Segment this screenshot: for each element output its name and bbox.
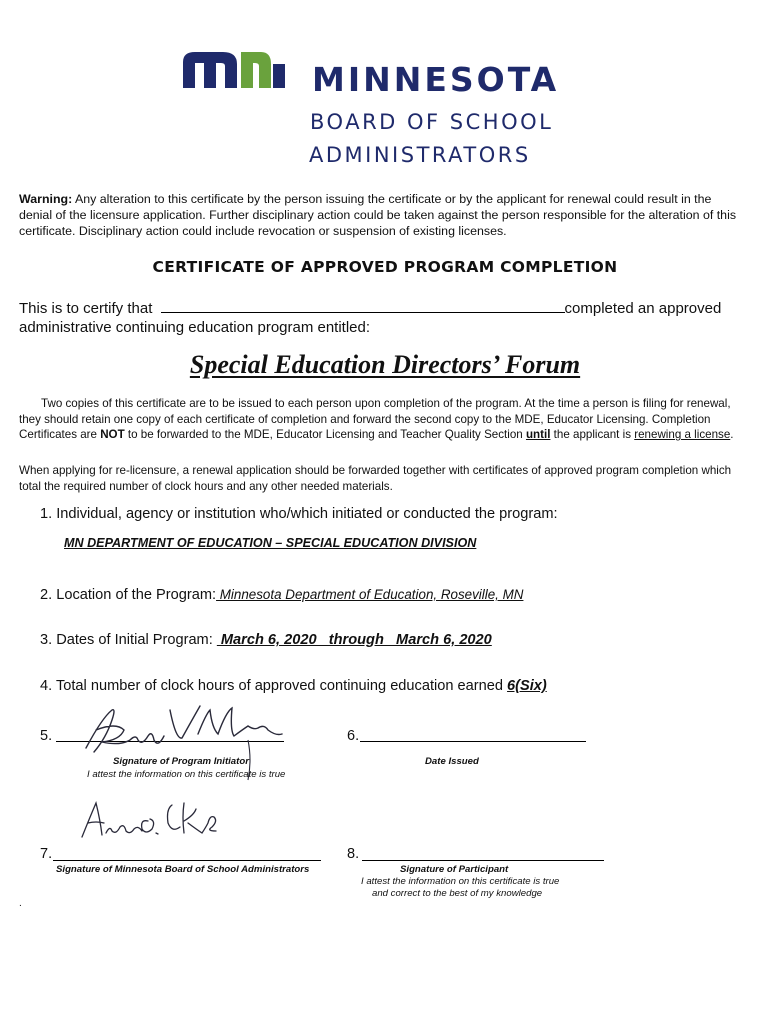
item2 [40, 587, 523, 603]
footer-mark: . [19, 898, 22, 909]
item1-value: MN DEPARTMENT OF EDUCATION – SPECIAL EDUCATION DIVISION [64, 536, 477, 550]
sig8-label: Signature of Participant [400, 864, 509, 875]
logo-administrators: ADMINISTRATORS [309, 143, 531, 167]
certify-prefix: This is to certify that [19, 300, 157, 317]
item3-value: March 6, 2020 through March 6, 2020 [216, 632, 492, 648]
certify-suffix: completed an approved [564, 300, 722, 317]
logo-minnesota: MINNESOTA [312, 60, 560, 99]
program-title-text: Special Education Directors’ Forum [189, 350, 581, 379]
certify-statement [19, 298, 759, 337]
para1-renewing: renewing a license [634, 428, 731, 442]
participant-signature-line[interactable] [362, 859, 604, 861]
sig5-sub: I attest the information on this certificate is true [87, 769, 286, 780]
item3-label: 3. Dates of Initial Program: [40, 632, 217, 648]
date-issued-line[interactable] [360, 740, 586, 742]
sig8-sub1: I attest the information on this certificate is true [361, 876, 560, 887]
sig7-label: Signature of Minnesota Board of School Administrators [56, 864, 310, 875]
sig7-line[interactable] [53, 859, 321, 861]
instructions-paragraph [19, 396, 747, 443]
participant-name-field[interactable] [161, 298, 565, 313]
sig7-number: 7. [40, 846, 53, 862]
sig8-sub2: and correct to the best of my knowledge [372, 888, 543, 899]
item4-value: 6(Six) [507, 678, 547, 694]
para1-part2: to be forwarded to the MDE, Educator Licensing and Teacher Quality Section [124, 428, 526, 442]
para1-part1: Two copies of this certificate are to be issued to each person upon completion of the program. At the time a person is filing for renewal, they should retain one copy of each certificate of completion and forward the second copy to the MDE, Educator Licensing. Completion Certificates are [19, 397, 731, 442]
sig8-number: 8. [347, 846, 360, 862]
item1-label: 1. Individual, agency or institution who/which initiated or conducted the program: [40, 506, 558, 522]
para1-part4: . [730, 428, 734, 442]
sig6-number: 6. [347, 728, 360, 744]
para1-until: until [525, 428, 551, 442]
warning-label: Warning: [19, 192, 73, 206]
para1-not: NOT [100, 428, 125, 442]
logo-board-of-school: BOARD OF SCHOOL [310, 110, 554, 134]
warning-paragraph [19, 191, 744, 239]
item3 [40, 632, 492, 648]
para1-part3: the applicant is [550, 428, 635, 442]
item4-label: 4. Total number of clock hours of approved continuing education earned [40, 678, 508, 694]
program-title [0, 350, 770, 380]
item2-label: 2. Location of the Program: [40, 587, 217, 603]
certify-line2: administrative continuing education program entitled: [19, 319, 371, 336]
item4 [40, 678, 547, 694]
mn-logo-icon [183, 50, 287, 88]
certificate-title: CERTIFICATE OF APPROVED PROGRAM COMPLETION [152, 258, 618, 276]
sig5-label: Signature of Program Initiator [113, 756, 249, 767]
board-signature-icon [76, 797, 226, 847]
item2-value: Minnesota Department of Education, Roseville, MN [216, 587, 524, 602]
sig6-label: Date Issued [425, 756, 479, 767]
relicensure-paragraph: When applying for re-licensure, a renewal application should be forwarded together with certificates of approved program completion which total the required number of clock hours and any other needed materials. [19, 464, 732, 493]
warning-text: Any alteration to this certificate by the person issuing the certificate or by the applicant for renewal could result in the denial of the licensure application. Further disciplinary action could be taken against the person responsible for the alteration of this certificate. Disciplinary action could include revocation or suspension of existing licenses. [19, 192, 737, 238]
sig5-number: 5. [40, 728, 53, 744]
